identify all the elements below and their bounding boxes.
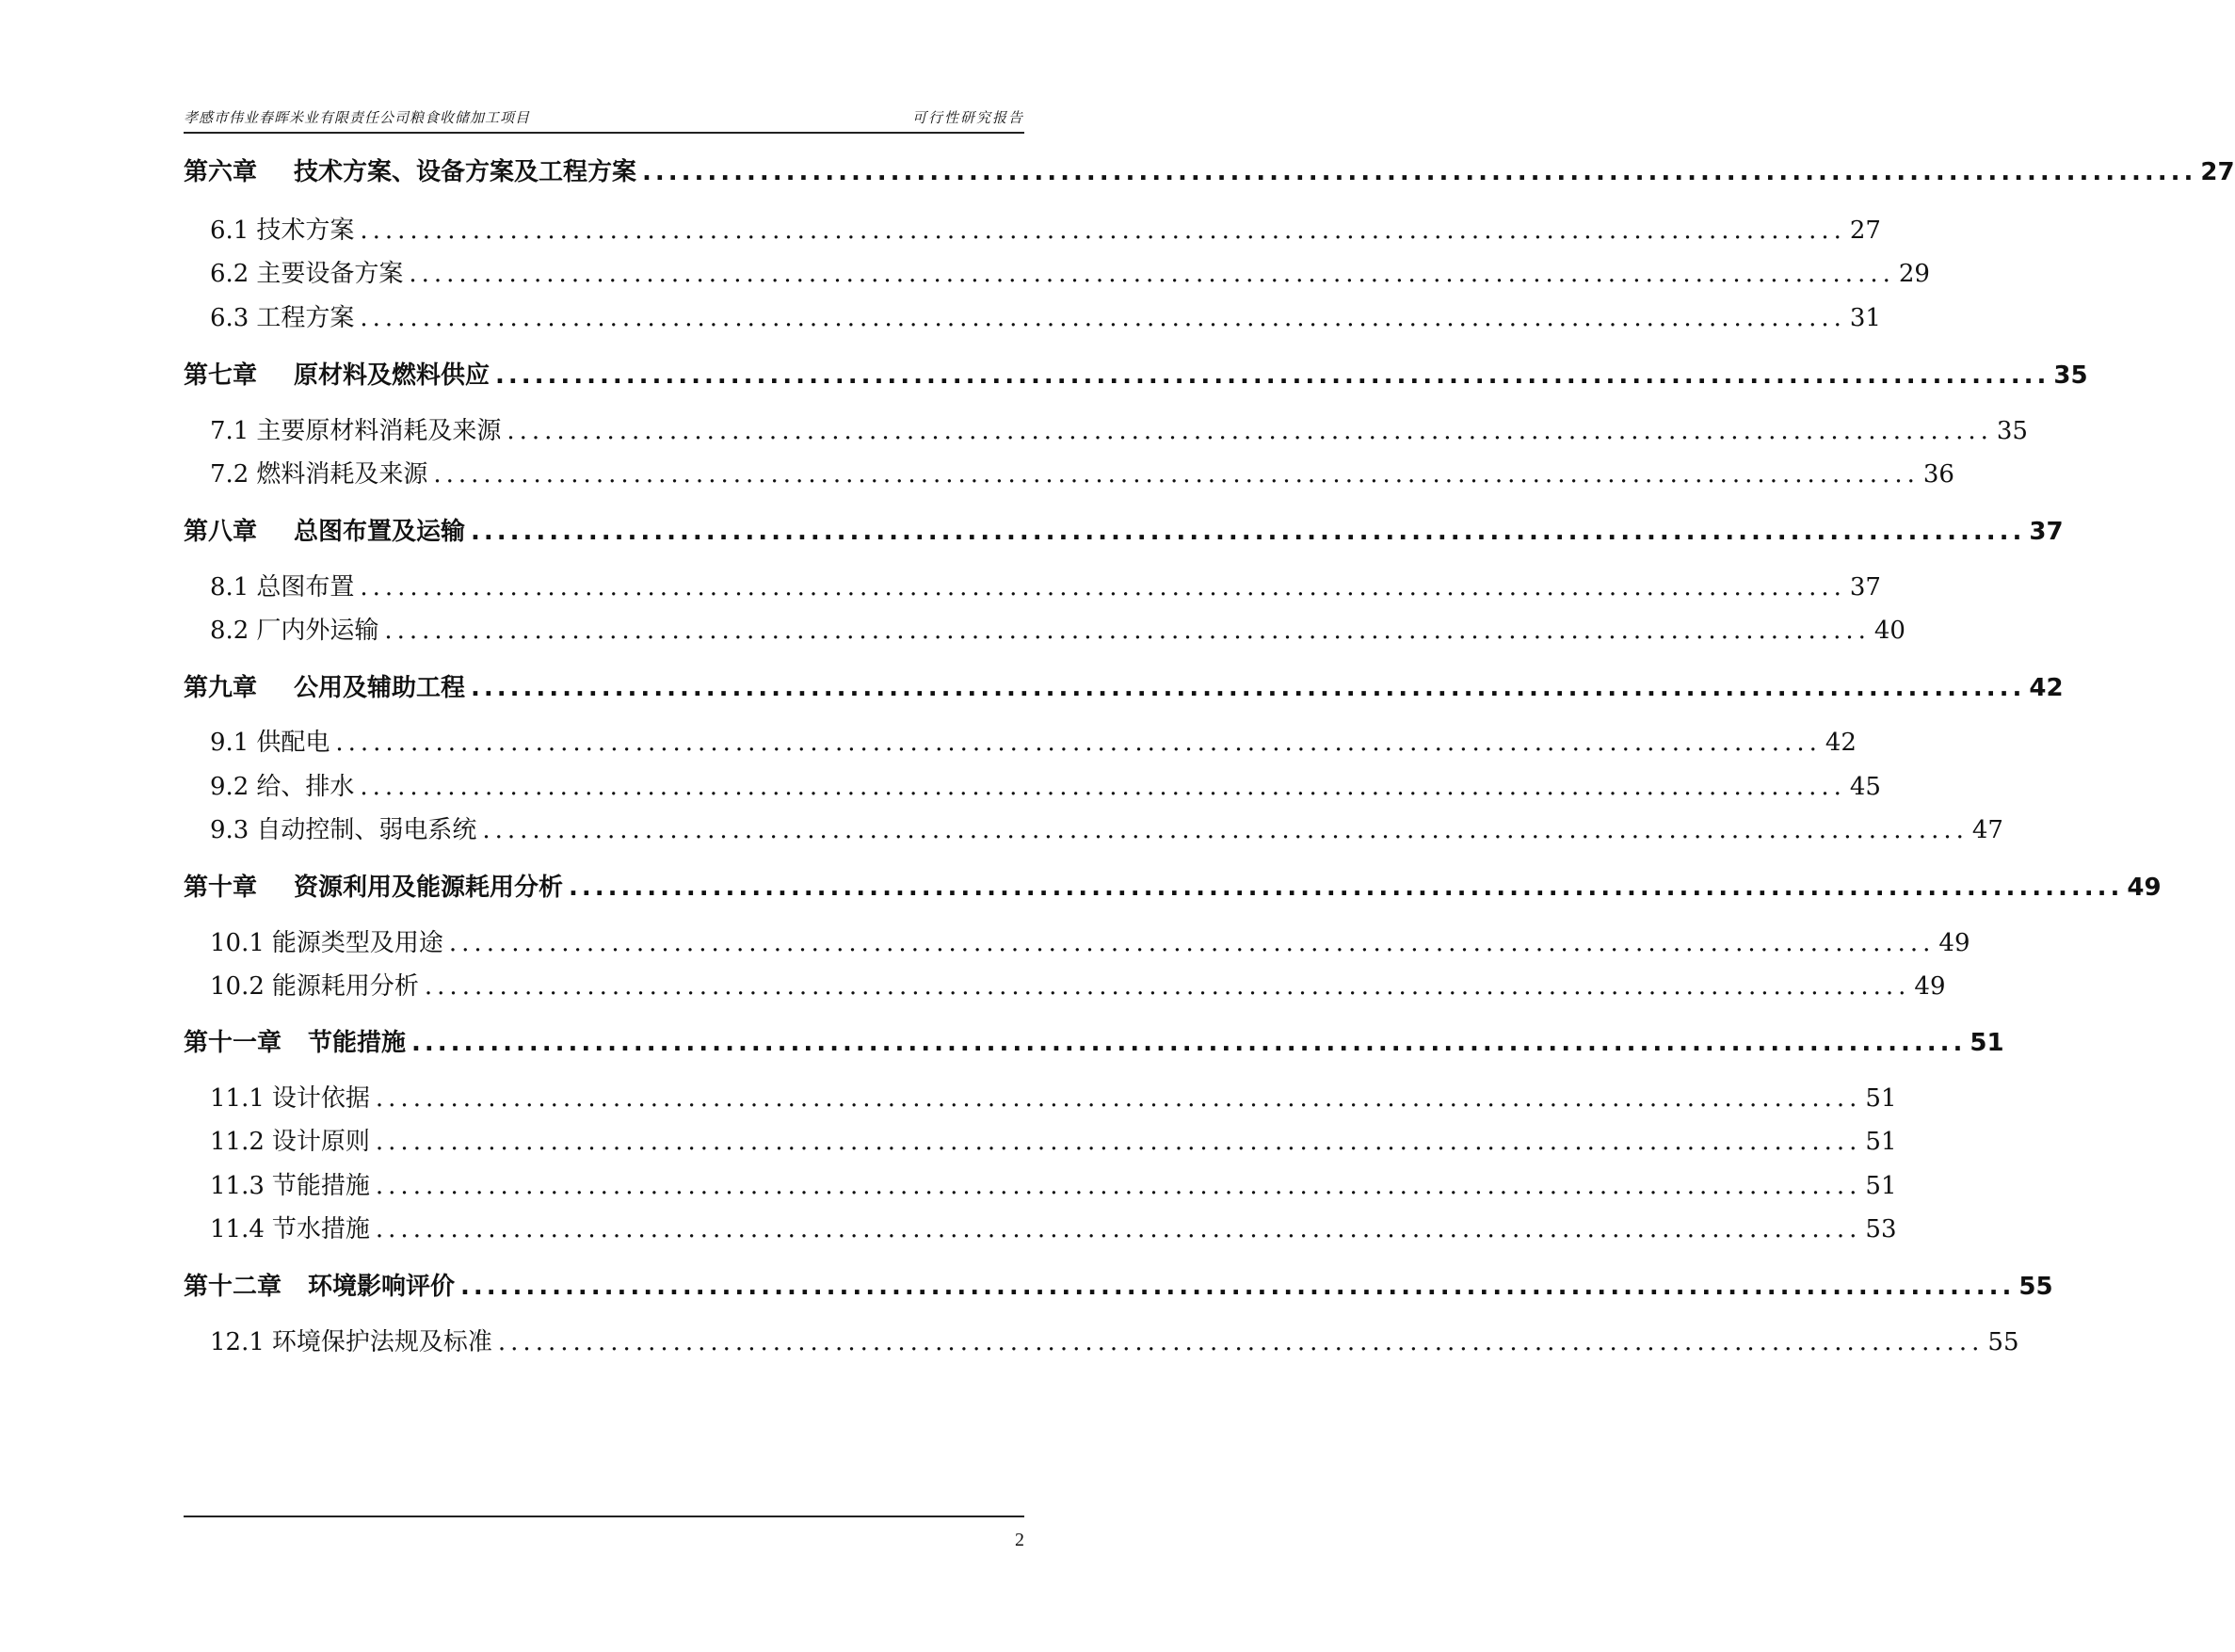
toc-entry-page: 55 bbox=[1987, 1328, 2019, 1356]
toc-entry-page: 36 bbox=[1922, 460, 1954, 489]
toc-entry-page: 47 bbox=[1971, 816, 2003, 844]
toc-entry-page: 51 bbox=[1865, 1128, 1897, 1156]
toc-entry-page: 42 bbox=[1825, 729, 1857, 757]
toc-dot-leader: ....................................................................................................................... bbox=[460, 1273, 2016, 1301]
toc-entry-title: 自动控制、弱电系统 bbox=[256, 816, 477, 844]
toc-entry-title: 能源类型及用途 bbox=[271, 929, 443, 957]
toc-entry-number: 第九章 bbox=[184, 674, 258, 702]
toc-entry-page: 27 bbox=[2200, 158, 2235, 186]
toc-entry-number: 11.4 bbox=[210, 1215, 265, 1243]
toc-entry-page: 51 bbox=[1865, 1172, 1897, 1200]
toc-entry-title: 主要原材料消耗及来源 bbox=[256, 417, 502, 445]
toc-entry-page: 40 bbox=[1873, 617, 1905, 645]
toc-entry-chapter[interactable] bbox=[184, 1267, 2053, 1302]
toc-entry-number: 7.1 bbox=[210, 417, 249, 445]
toc-entry-number: 第八章 bbox=[184, 518, 258, 546]
toc-dot-leader: ....................................................................................................................... bbox=[497, 1328, 1985, 1356]
toc-entry-page: 49 bbox=[1938, 929, 1970, 957]
toc-entry-title: 技术方案、设备方案及工程方案 bbox=[294, 158, 637, 186]
toc-entry-page: 45 bbox=[1849, 773, 1881, 801]
toc-entry-page: 37 bbox=[1849, 573, 1881, 601]
toc-entry-section[interactable] bbox=[210, 967, 1946, 1002]
toc-entry-number: 6.3 bbox=[210, 304, 249, 332]
toc-entry-page: 27 bbox=[1849, 217, 1881, 245]
toc-entry-page: 51 bbox=[1865, 1084, 1897, 1113]
toc-entry-number: 8.2 bbox=[210, 617, 249, 645]
toc-entry-title: 设计依据 bbox=[271, 1084, 370, 1113]
page-header bbox=[184, 105, 1024, 134]
toc-entry-number: 第七章 bbox=[184, 361, 258, 390]
toc-entry-page: 29 bbox=[1898, 260, 1930, 288]
toc-entry-number: 8.1 bbox=[210, 573, 249, 601]
toc-entry-section[interactable] bbox=[210, 923, 1970, 958]
toc-entry-page: 37 bbox=[2029, 518, 2064, 546]
toc-entry-title: 原材料及燃料供应 bbox=[294, 361, 490, 390]
toc-entry-section[interactable] bbox=[210, 611, 1905, 646]
toc-entry-section[interactable] bbox=[210, 1122, 1897, 1157]
toc-entry-page: 55 bbox=[2018, 1273, 2053, 1301]
toc-entry-title: 给、排水 bbox=[256, 773, 355, 801]
toc-entry-number: 10.1 bbox=[210, 929, 265, 957]
toc-dot-leader: ....................................................................................................................... bbox=[506, 417, 1993, 445]
toc-entry-title: 节能措施 bbox=[308, 1029, 407, 1057]
toc-entry-page: 49 bbox=[2127, 874, 2162, 902]
toc-entry-section[interactable] bbox=[210, 298, 1881, 333]
toc-entry-page: 51 bbox=[1970, 1029, 2004, 1057]
toc-dot-leader: ....................................................................................................................... bbox=[384, 617, 1871, 645]
toc-entry-section[interactable] bbox=[210, 1166, 1897, 1201]
toc-entry-number: 12.1 bbox=[210, 1328, 265, 1356]
toc-entry-title: 环境保护法规及标准 bbox=[271, 1328, 492, 1356]
toc-entry-section[interactable] bbox=[210, 211, 1881, 246]
toc-dot-leader: ....................................................................................................................... bbox=[360, 773, 1846, 801]
toc-entry-section[interactable] bbox=[210, 1210, 1897, 1244]
toc-entry-title: 资源利用及能源耗用分析 bbox=[294, 874, 564, 902]
toc-entry-page: 35 bbox=[2053, 361, 2088, 390]
toc-dot-leader: ....................................................................................................................... bbox=[569, 874, 2124, 902]
toc-entry-title: 厂内外运输 bbox=[256, 617, 379, 645]
toc-dot-leader: ....................................................................................................................... bbox=[433, 460, 1920, 489]
toc-entry-section[interactable] bbox=[210, 254, 1930, 289]
toc-entry-chapter[interactable] bbox=[184, 868, 2162, 903]
toc-dot-leader: ....................................................................................................................... bbox=[471, 518, 2026, 546]
toc-dot-leader: ....................................................................................................................... bbox=[424, 972, 1911, 1001]
toc-entry-number: 第六章 bbox=[184, 158, 258, 186]
toc-dot-leader: ....................................................................................................................... bbox=[642, 158, 2197, 186]
toc-entry-number: 9.2 bbox=[210, 773, 249, 801]
toc-entry-section[interactable] bbox=[210, 767, 1881, 802]
toc-entry-title: 总图布置 bbox=[256, 573, 355, 601]
toc-entry-title: 燃料消耗及来源 bbox=[256, 460, 428, 489]
header-report-type: 可行性研究报告 bbox=[911, 109, 1024, 126]
page-number: 2 bbox=[1015, 1530, 1024, 1550]
toc-entry-title: 环境影响评价 bbox=[308, 1273, 456, 1301]
toc-entry-number: 第十一章 bbox=[184, 1029, 282, 1057]
toc-entry-number: 6.1 bbox=[210, 217, 249, 245]
toc-entry-page: 31 bbox=[1849, 304, 1881, 332]
toc-entry-title: 设计原则 bbox=[271, 1128, 370, 1156]
toc-dot-leader: ....................................................................................................................... bbox=[482, 816, 1969, 844]
toc-entry-number: 6.2 bbox=[210, 260, 249, 288]
toc-dot-leader: ....................................................................................................................... bbox=[335, 729, 1822, 757]
toc-dot-leader: ....................................................................................................................... bbox=[375, 1128, 1862, 1156]
toc-entry-title: 公用及辅助工程 bbox=[294, 674, 466, 702]
toc-dot-leader: ....................................................................................................................... bbox=[375, 1084, 1862, 1113]
toc-dot-leader: ....................................................................................................................... bbox=[495, 361, 2050, 390]
toc-entry-number: 11.1 bbox=[210, 1084, 265, 1113]
toc-entry-title: 工程方案 bbox=[256, 304, 355, 332]
toc-entry-section[interactable] bbox=[210, 1079, 1897, 1114]
footer-divider bbox=[184, 1516, 1024, 1517]
toc-dot-leader: ....................................................................................................................... bbox=[471, 674, 2026, 702]
toc-entry-number: 11.3 bbox=[210, 1172, 265, 1200]
toc-dot-leader: ....................................................................................................................... bbox=[375, 1215, 1862, 1243]
toc-entry-page: 53 bbox=[1865, 1215, 1897, 1243]
toc-entry-page: 42 bbox=[2029, 674, 2064, 702]
toc-dot-leader: ....................................................................................................................... bbox=[360, 217, 1846, 245]
toc-entry-section[interactable] bbox=[210, 455, 1954, 489]
header-project-title: 孝感市伟业春晖米业有限责任公司粮食收储加工项目 bbox=[184, 109, 531, 126]
toc-entry-number: 第十章 bbox=[184, 874, 258, 902]
toc-entry-title: 节能措施 bbox=[271, 1172, 370, 1200]
toc-entry-chapter[interactable] bbox=[184, 152, 2235, 187]
toc-entry-chapter[interactable] bbox=[184, 1023, 2004, 1058]
toc-dot-leader: ....................................................................................................................... bbox=[409, 260, 1895, 288]
toc-entry-section[interactable] bbox=[210, 723, 1857, 758]
toc-entry-title: 技术方案 bbox=[256, 217, 355, 245]
toc-entry-number: 9.3 bbox=[210, 816, 249, 844]
toc-entry-chapter[interactable] bbox=[184, 668, 2064, 703]
toc-entry-section[interactable] bbox=[210, 411, 2028, 446]
toc-entry-number: 第十二章 bbox=[184, 1273, 282, 1301]
toc-entry-number: 9.1 bbox=[210, 729, 249, 757]
toc-entry-chapter[interactable] bbox=[184, 512, 2064, 547]
toc-dot-leader: ....................................................................................................................... bbox=[375, 1172, 1862, 1200]
toc-entry-title: 总图布置及运输 bbox=[294, 518, 466, 546]
toc-entry-page: 35 bbox=[1996, 417, 2028, 445]
toc-entry-title: 能源耗用分析 bbox=[271, 972, 419, 1001]
toc-entry-title: 节水措施 bbox=[271, 1215, 370, 1243]
toc-dot-leader: ....................................................................................................................... bbox=[360, 573, 1846, 601]
toc-entry-section[interactable] bbox=[210, 810, 2003, 845]
toc-dot-leader: ....................................................................................................................... bbox=[411, 1029, 1967, 1057]
toc-entry-title: 主要设备方案 bbox=[256, 260, 404, 288]
toc-entry-chapter[interactable] bbox=[184, 356, 2088, 391]
toc-dot-leader: ....................................................................................................................... bbox=[360, 304, 1846, 332]
toc-entry-page: 49 bbox=[1914, 972, 1946, 1001]
toc-entry-section[interactable] bbox=[210, 1323, 2019, 1357]
toc-entry-title: 供配电 bbox=[256, 729, 330, 757]
toc-entry-number: 7.2 bbox=[210, 460, 249, 489]
toc-entry-number: 11.2 bbox=[210, 1128, 265, 1156]
toc-entry-section[interactable] bbox=[210, 568, 1881, 602]
toc-entry-number: 10.2 bbox=[210, 972, 265, 1001]
toc-dot-leader: ....................................................................................................................... bbox=[448, 929, 1936, 957]
